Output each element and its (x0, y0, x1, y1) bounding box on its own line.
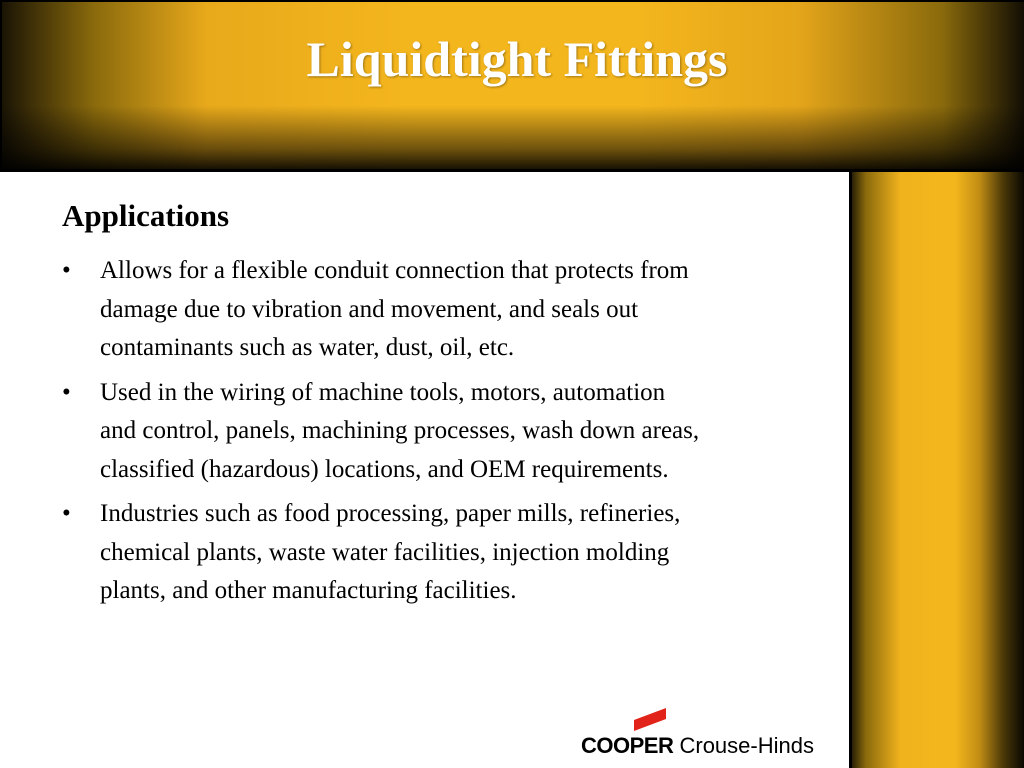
logo-brand: COOPER (581, 733, 674, 758)
red-swoosh-icon (632, 706, 672, 736)
bullet-text: Allows for a flexible conduit connection that protects from damage due to vibration and movement, and seals out contaminants such as water, dust, oil, etc. (100, 257, 689, 361)
cooper-crouse-hinds-logo (581, 706, 841, 762)
bullet-list (62, 252, 702, 611)
bullet-icon: • (62, 257, 71, 284)
bullet-text: Industries such as food processing, paper mills, refineries, chemical plants, waste water facilities, injection molding plants, and other manufacturing facilities. (100, 500, 681, 604)
bullet-icon: • (62, 378, 71, 406)
logo-subbrand: Crouse-Hinds (679, 733, 814, 758)
bullet-text: Used in the wiring of machine tools, motors, automation and control, panels, machining processes, wash down areas, classified (hazardous) locations, and OEM requirements. (100, 378, 700, 483)
section-title: Applications (62, 198, 230, 233)
title-banner (0, 0, 1024, 172)
slide-title: Liquidtight Fittings (306, 31, 728, 87)
bullet-icon: • (62, 500, 71, 527)
bullet-item (62, 374, 702, 490)
bullet-item (62, 252, 702, 368)
right-decorative-bar (849, 172, 1024, 768)
logo-wordmark (581, 733, 814, 759)
bullet-item (62, 495, 702, 611)
slide-content (62, 196, 702, 617)
